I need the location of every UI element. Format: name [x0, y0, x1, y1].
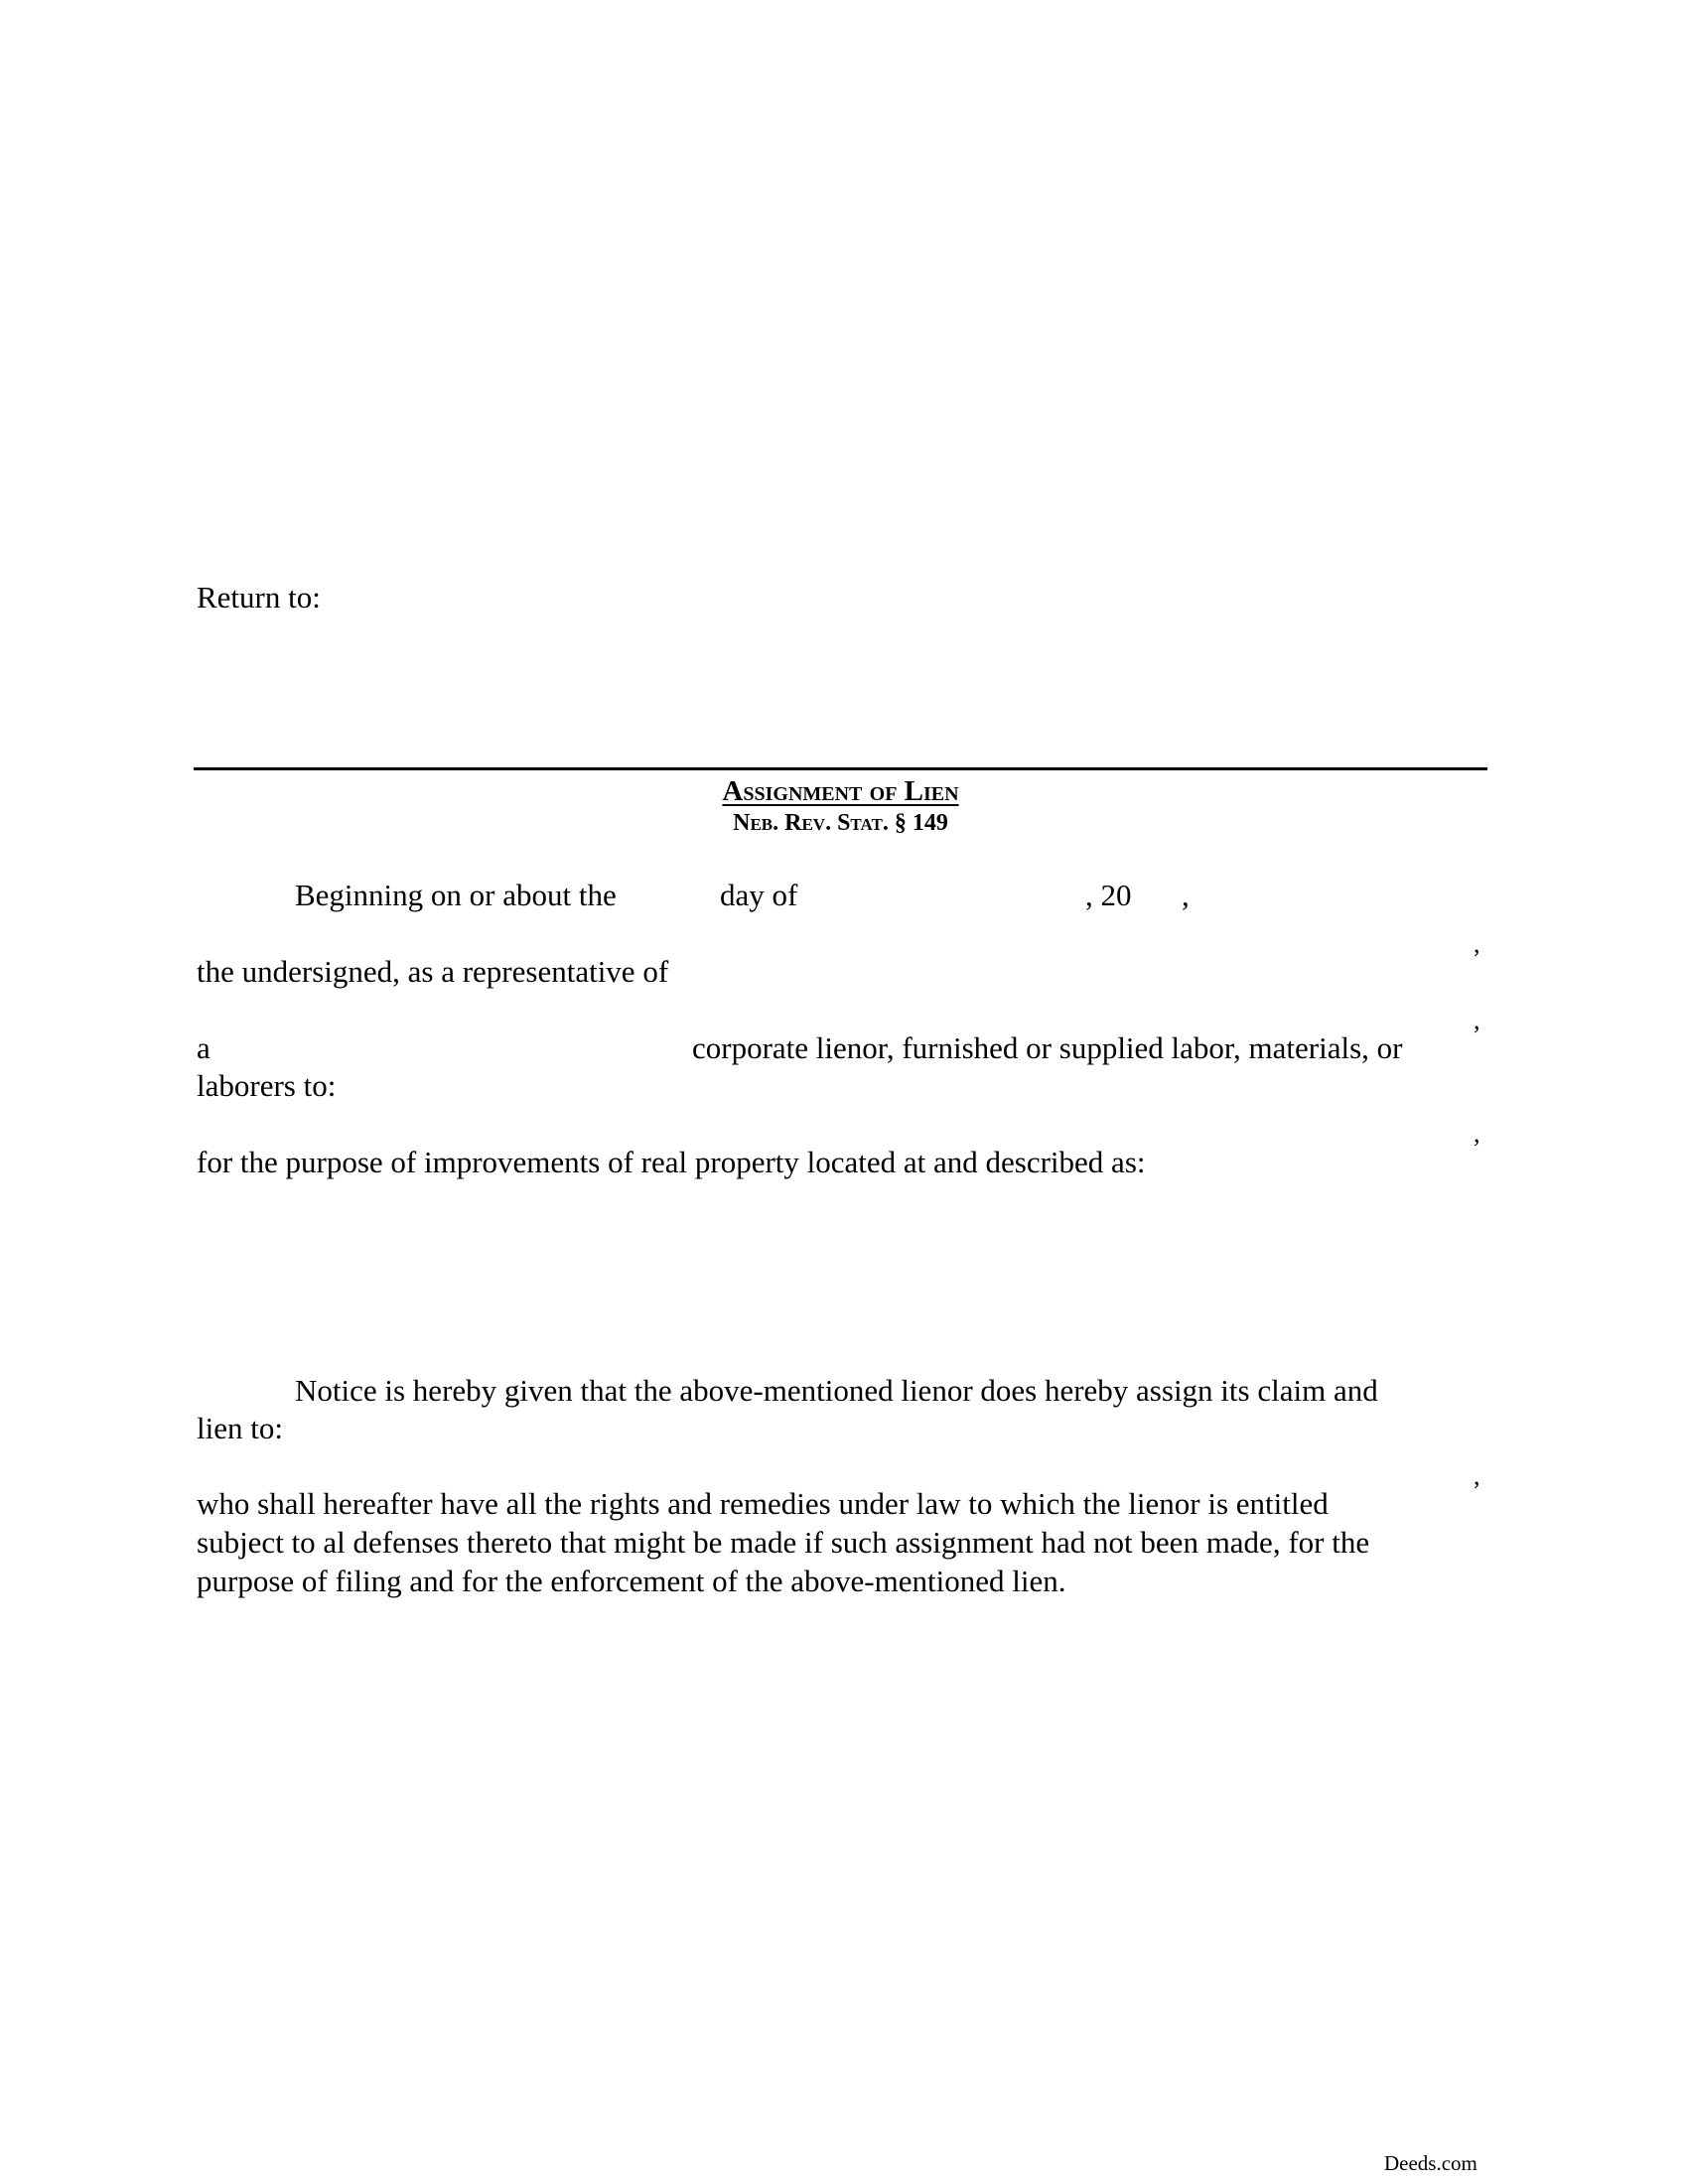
final-line-2: subject to al defenses thereto that might be made if such assignment had not been made, for the	[197, 1525, 1370, 1560]
year-prefix-text: , 20	[1085, 878, 1132, 912]
article-a-text: a	[197, 1030, 211, 1065]
line2-comma: ,	[1474, 929, 1480, 958]
notice-line-1: Notice is hereby given that the above-mentioned lienor does hereby assign its claim and	[295, 1373, 1378, 1408]
line1-comma: ,	[1182, 878, 1190, 912]
purpose-text: for the purpose of improvements of real property located at and described as:	[197, 1145, 1146, 1179]
representative-text: the undersigned, as a representative of	[197, 954, 669, 989]
corporate-lienor-text: corporate lienor, furnished or supplied labor, materials, or	[692, 1030, 1403, 1065]
notice-line-2: lien to:	[197, 1411, 283, 1445]
day-of-text: day of	[720, 878, 798, 912]
line3-comma: ,	[1474, 1006, 1480, 1034]
horizontal-rule	[194, 767, 1487, 770]
notice-comma: ,	[1474, 1461, 1480, 1490]
line4-comma: ,	[1474, 1119, 1480, 1148]
final-line-3: purpose of filing and for the enforcement of the above-mentioned lien.	[197, 1564, 1066, 1598]
laborers-to-text: laborers to:	[197, 1068, 337, 1103]
footer-brand: Deeds.com	[1384, 2151, 1477, 2175]
return-to-label: Return to:	[197, 580, 321, 614]
statute-reference: Neb. Rev. Stat. § 149	[733, 810, 948, 836]
beginning-text: Beginning on or about the	[295, 878, 617, 912]
final-line-1: who shall hereafter have all the rights and remedies under law to which the lienor is entitled	[197, 1486, 1329, 1521]
document-title: Assignment of Lien	[722, 775, 959, 807]
